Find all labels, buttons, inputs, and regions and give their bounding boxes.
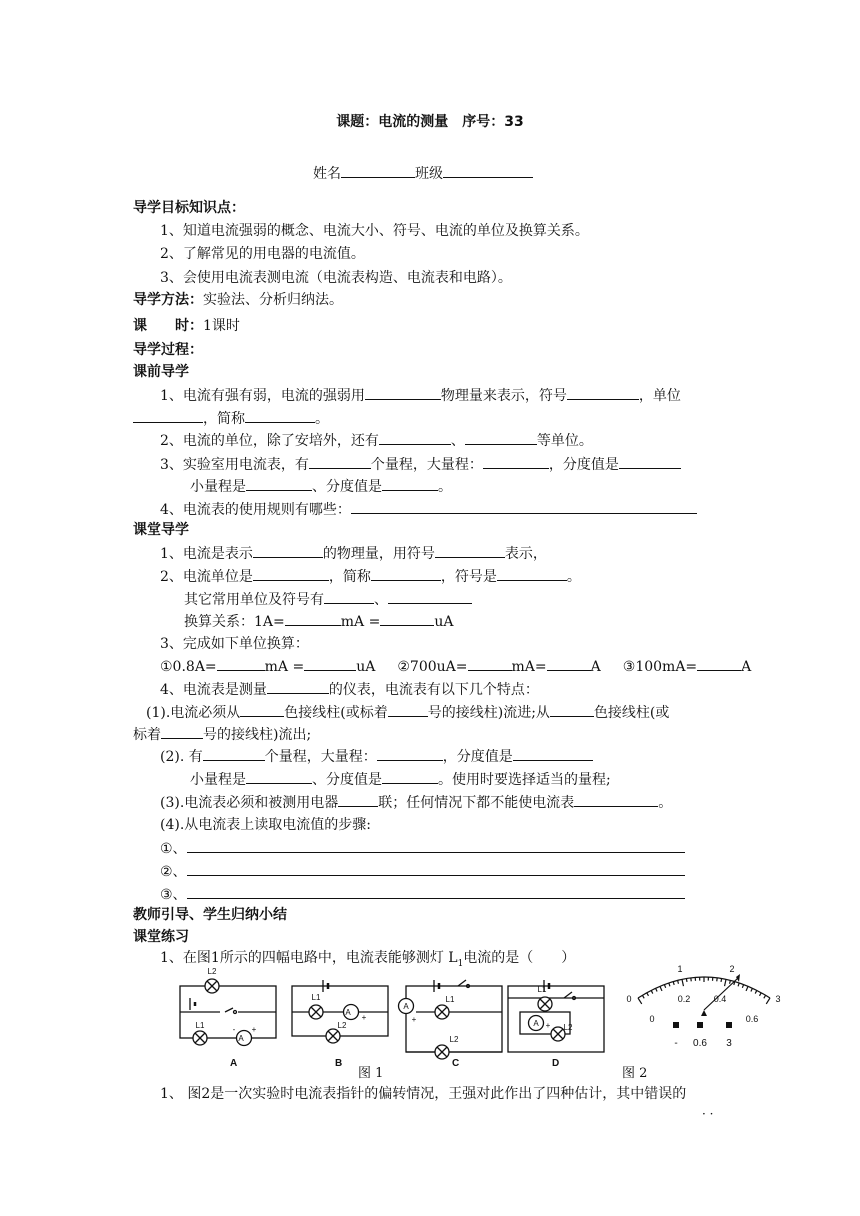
circuit-d [508,980,604,1052]
pivot-icon [701,1010,707,1016]
cls-q2-text-a: 2、电流单位是 [160,569,253,585]
circuit-label: A [230,1058,238,1069]
lower-scale-label: 0.4 [713,994,727,1004]
blank[interactable] [547,656,591,671]
circuit-label: C [452,1058,460,1069]
scale-tick [656,988,657,991]
lamp-label: L1 [537,985,547,994]
ammeter-symbol: A [533,1019,539,1028]
blank[interactable] [380,611,434,626]
pre-q3-text-c: ，分度值是 [548,457,619,473]
lamp-icon [435,1005,449,1019]
pre-q3-cont [190,476,452,497]
method-text: 实验法、分析归纳法。 [203,292,343,308]
blank[interactable] [187,838,685,853]
plus-sign: + [251,1025,257,1034]
cls-q2 [160,566,581,587]
blank[interactable] [338,792,378,807]
scale-tick [678,980,679,983]
plus-sign: + [545,1021,551,1030]
conv-2-c: A [590,659,601,675]
step-1-label: ①、 [160,841,187,857]
cls-q2-text-d: 。 [566,569,581,585]
goals-heading: 导学目标知识点： [133,200,245,216]
conv-3-b: A [741,659,752,675]
practice-heading: 课堂练习 [133,929,189,945]
terminal-minus[interactable] [673,1022,679,1028]
circuit-label: B [335,1058,343,1069]
scale-tick [682,979,683,986]
cls-q1-text-a: 1、电流是表示 [160,546,253,562]
class-blank[interactable] [443,163,533,178]
scale-tick [647,993,649,996]
blank[interactable] [203,746,265,761]
cls-p2-cont [190,769,611,790]
blank[interactable] [267,679,329,694]
blank[interactable] [382,476,438,491]
p2-text-c: ，分度值是 [442,749,513,765]
scale-tick [751,988,752,991]
pre-q1-cont [133,408,329,429]
class-heading: 课堂导学 [133,522,189,538]
p1-text-b: 色接线柱(或标着 [284,705,388,721]
lamp-label: L2 [449,1035,459,1044]
pre-q3-text-b: 个量程，大量程： [370,457,483,473]
p2-text-e: 、分度值是 [312,772,382,788]
name-blank[interactable] [341,163,415,178]
minus-sign: - [232,1025,236,1034]
plus-sign: + [411,1015,417,1024]
pre-q2-text-b: 、 [450,433,465,449]
pre-q3-text-a: 3、实验室用电流表，有 [160,457,309,473]
blank[interactable] [550,702,594,717]
pre-q2-text-a: 2、电流的单位，除了安培外，还有 [160,433,379,449]
pre-q3-text-e: 、分度值是 [312,479,382,495]
blank[interactable] [187,861,685,876]
blank[interactable] [240,702,284,717]
step-3-label: ③、 [160,887,187,903]
plus-sign: + [361,1013,367,1022]
lamp-icon [309,1005,323,1019]
step-2-label: ②、 [160,864,187,880]
scale-tick [673,982,674,985]
pre-q3-text-f: 。 [438,479,452,495]
scale-tick [669,983,670,986]
cls-p3 [160,792,672,813]
blank[interactable] [497,566,567,581]
blank[interactable] [619,454,681,469]
scale-tick [725,979,726,986]
cls-q2-text-g: 换算关系：1A= [184,614,285,630]
scale-tick [664,985,665,988]
pre-q3-text-d: 小量程是 [190,479,246,495]
scale-tick [651,990,653,993]
p1-text-e: 标着 [133,727,161,743]
p1-text-a: (1).电流必须从 [146,705,241,721]
blank[interactable] [351,499,697,514]
step-3 [160,884,685,905]
lamp-icon [435,1045,449,1059]
goal-item-2: 2、了解常见的用电器的电流值。 [160,246,365,262]
conv-2-b: mA= [511,659,547,675]
blank[interactable] [245,408,315,423]
cls-q3: 3、完成如下单位换算： [160,636,309,652]
pre-q1-text-b: 物理量来表示，符号 [440,388,567,404]
goal-item-1: 1、知道电流强弱的概念、电流大小、符号、电流的单位及换算关系。 [160,223,589,239]
lower-scale-label: 0.2 [677,994,691,1004]
p1-text-d: 色接线柱(或 [593,705,670,721]
terminal-0-6[interactable] [697,1022,703,1028]
pre-q1-text-e: 。 [315,411,329,427]
step-1 [160,838,685,859]
lamp-label: L2 [337,1021,347,1030]
scale-tick [760,993,762,996]
cls-q2-text-i: uA [434,614,454,630]
upper-scale-label: 2 [729,964,735,974]
scale-tick [638,998,642,1004]
lamp-icon [193,1031,207,1045]
figure-1-caption: 图 1 [358,1066,384,1081]
scale-tick [742,985,743,988]
conv-1-a: ①0.8A= [160,659,217,675]
cls-p4: (4).从电流表上读取电流值的步骤: [160,817,371,833]
pre-heading: 课前导学 [133,364,189,380]
blank[interactable] [161,724,203,739]
blank[interactable] [465,430,537,445]
lamp-label: L1 [445,995,455,1004]
blank[interactable] [567,385,639,400]
blank[interactable] [324,589,374,604]
period-heading: 课 时： [133,318,203,334]
name-class-line [313,163,533,184]
ammeter-symbol: A [345,1008,351,1017]
method-line [133,290,343,310]
terminal-label: 0.6 [693,1038,707,1049]
cls-p1 [146,702,669,723]
lamp-icon [538,997,552,1011]
blank[interactable] [253,566,329,581]
scale-tick [764,995,766,998]
cls-q4 [160,679,539,700]
pre-q2 [160,430,593,451]
cls-q2-text-b: ，简称 [328,569,371,585]
terminal-label: - [674,1038,678,1049]
p2-text-b: 个量程，大量程： [264,749,377,765]
scale-tick [642,995,644,998]
blank[interactable] [388,702,428,717]
pre-q3 [160,454,681,475]
p2-text-f: 。使用时要选择适当的量程; [438,772,611,788]
p1-text-f: 号的接线柱)流出; [203,727,312,743]
p3-text-b: 联；任何情况下都不能使电流表 [378,795,575,811]
figure-2-caption: 图 2 [622,1066,648,1081]
scale-tick [660,986,662,991]
scale-tick [766,998,770,1004]
pre-q4-text: 4、电流表的使用规则有哪些： [160,502,351,518]
blank[interactable] [377,746,443,761]
cls-q2-conversion [184,611,453,632]
scale-ticks [638,977,770,1004]
blank[interactable] [371,566,441,581]
blank[interactable] [513,746,593,761]
p2-text-d: 小量程是 [190,772,246,788]
emphasis-dots: · · [702,1107,714,1121]
blank[interactable] [217,656,265,671]
blank[interactable] [253,543,323,558]
page-title: 课题：电流的测量 序号：33 [336,114,524,130]
cls-q2-text-e: 其它常用单位及符号有 [184,592,324,608]
blank[interactable] [697,656,741,671]
cls-q4-text-b: 的仪表，电流表有以下几个特点： [328,682,539,698]
blank[interactable] [388,589,472,604]
pre-q4 [160,499,697,520]
blank[interactable] [365,385,441,400]
circuit-a [180,979,276,1046]
cls-conversions [160,656,751,677]
figure-1-circuits [170,962,620,1072]
cls-p2 [160,746,593,767]
ammeter-symbol: A [238,1034,244,1043]
cls-p1-cont [133,724,311,745]
scale-tick [686,978,687,981]
blank[interactable] [133,408,203,423]
blank[interactable] [379,430,451,445]
upper-scale-label: 1 [677,964,683,974]
blank[interactable] [483,454,549,469]
pre-q1-text-d: ，简称 [203,411,245,427]
lamp-icon [205,979,219,993]
lamp-label: L2 [563,1023,573,1032]
class-label: 班级 [415,166,443,182]
period-line [133,316,240,336]
summary-heading: 教师引导、学生归纳小结 [133,907,287,923]
lamp-label: L2 [207,967,217,976]
name-label: 姓名 [313,166,341,182]
process-heading: 导学过程： [133,342,203,358]
upper-scale-label: 0 [626,994,632,1004]
conv-1-c: uA [356,659,376,675]
scale-tick [721,978,722,981]
scale-tick [746,986,748,991]
pre-q1 [160,385,681,406]
lower-scale-label: 0.6 [745,1014,759,1024]
blank[interactable] [382,769,438,784]
scale-tick [730,980,731,983]
ammeter-symbol: A [403,1002,409,1011]
circuit-label: D [552,1058,560,1069]
pre-q2-text-c: 等单位。 [536,433,593,449]
lower-scale-label: 0 [649,1014,655,1024]
lamp-icon [326,1029,340,1043]
practice-q1-text-b: 电流的是（ ） [463,950,576,966]
p1-text-c: 号的接线柱)流进;从 [427,705,550,721]
circuit-b [292,980,388,1043]
practice-q1-subscript: 1 [457,958,464,969]
blank[interactable] [468,656,512,671]
figure-2-ammeter-dial [620,958,785,1058]
cls-q2-text-f: 、 [374,592,388,608]
blank[interactable] [187,884,685,899]
scale-tick [755,990,757,993]
period-text: 1课时 [203,318,240,334]
method-heading: 导学方法： [133,292,203,308]
cls-q1-text-c: 表示， [504,546,547,562]
blank[interactable] [309,454,371,469]
practice-q2: 1、 图2是一次实验时电流表指针的偏转情况，王强对此作出了四种估计，其中错误的 [160,1086,687,1102]
goal-item-3: 3、会使用电流表测电流（电流表构造、电流表和电路）。 [160,270,512,286]
p3-text-a: (3).电流表必须和被测用电器 [160,795,339,811]
step-2 [160,861,685,882]
terminal-label: 3 [726,1038,732,1049]
conv-1-b: mA = [264,659,305,675]
cls-q2-text-c: ，符号是 [440,569,497,585]
pre-q1-text-c: ，单位 [638,388,681,404]
blank[interactable] [246,769,312,784]
conv-2-a: ②700uA= [397,659,468,675]
scale-tick [738,983,739,986]
blank[interactable] [574,792,658,807]
upper-scale-label: 3 [775,994,781,1004]
practice-q1-text-a: 1、在图1所示的四幅电路中，电流表能够测灯 L [160,950,458,966]
cls-q2-text-h: mA = [340,614,381,630]
conv-3-a: ③100mA= [622,659,698,675]
cls-q2-units [184,589,472,610]
cls-q1 [160,543,547,564]
blank[interactable] [304,656,356,671]
blank[interactable] [285,611,341,626]
lamp-label: L1 [195,1021,205,1030]
blank[interactable] [435,543,505,558]
cls-q1-text-b: 的物理量，用符号 [322,546,435,562]
cls-q4-text-a: 4、电流表是测量 [160,682,267,698]
pre-q1-text-a: 1、电流有强有弱，电流的强弱用 [160,388,365,404]
blank[interactable] [246,476,312,491]
lamp-label: L1 [311,993,321,1002]
terminal-3[interactable] [726,1022,732,1028]
p2-text-a: (2). 有 [160,749,203,765]
p3-text-c: 。 [658,795,673,811]
